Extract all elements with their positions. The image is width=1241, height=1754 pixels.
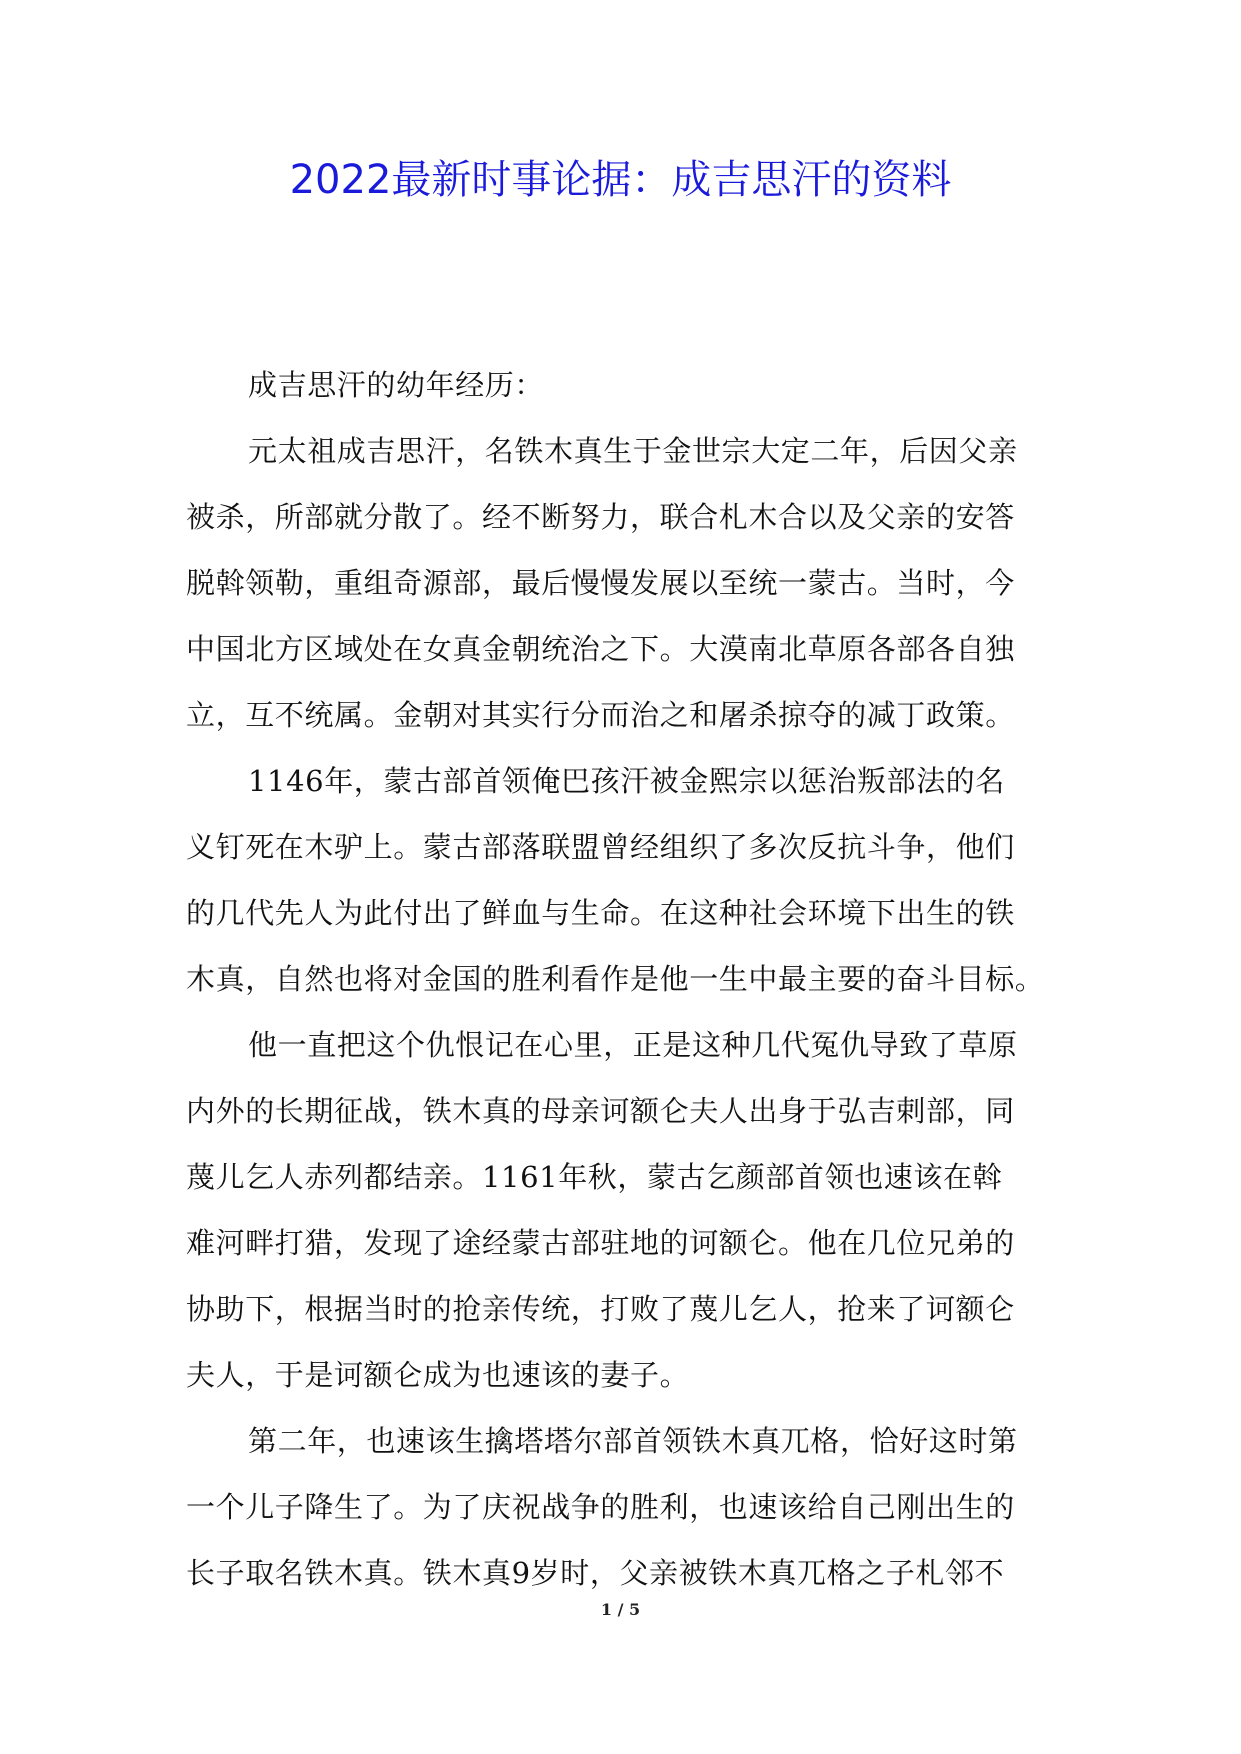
- paragraph-line: 1146年，蒙古部首领俺巴孩汗被金熙宗以惩治叛部法的名: [248, 764, 1006, 798]
- paragraph-line: 难河畔打猎，发现了途经蒙古部驻地的诃额仑。他在几位兄弟的: [186, 1226, 1015, 1260]
- document-body: [186, 352, 1056, 1606]
- page-number: 1 / 5: [600, 1600, 641, 1619]
- paragraph-line: 第二年，也速该生擒塔塔尔部首领铁木真兀格，恰好这时第: [248, 1424, 1018, 1458]
- paragraph-line: 协助下，根据当时的抢亲传统，打败了蔑儿乞人，抢来了诃额仑: [186, 1292, 1015, 1326]
- paragraph-line: 蔑儿乞人赤列都结亲。1161年秋，蒙古乞颜部首领也速该在斡: [186, 1160, 1003, 1194]
- document-title: 2022最新时事论据：成吉思汗的资料: [289, 157, 952, 203]
- paragraph-line: 内外的长期征战，铁木真的母亲诃额仑夫人出身于弘吉剌部，同: [186, 1094, 1015, 1128]
- paragraph-line: 成吉思汗的幼年经历：: [248, 368, 545, 402]
- paragraph-line: 木真，自然也将对金国的胜利看作是他一生中最主要的奋斗目标。: [186, 962, 1045, 996]
- paragraph-line: 夫人，于是诃额仑成为也速该的妻子。: [186, 1358, 690, 1392]
- paragraph-line: 元太祖成吉思汗，名铁木真生于金世宗大定二年，后因父亲: [248, 434, 1018, 468]
- paragraph-line: 脱斡领勒，重组奇源部，最后慢慢发展以至统一蒙古。当时，今: [186, 566, 1015, 600]
- paragraph-line: 长子取名铁木真。铁木真9岁时，父亲被铁木真兀格之子札邻不: [186, 1556, 1005, 1590]
- paragraph-line: 被杀，所部就分散了。经不断努力，联合札木合以及父亲的安答: [186, 500, 1015, 534]
- paragraph-line: 一个儿子降生了。为了庆祝战争的胜利，也速该给自己刚出生的: [186, 1490, 1015, 1524]
- paragraph-line: 他一直把这个仇恨记在心里，正是这种几代冤仇导致了草原: [248, 1028, 1018, 1062]
- paragraph-line: 义钉死在木驴上。蒙古部落联盟曾经组织了多次反抗斗争，他们: [186, 830, 1015, 864]
- paragraph-line: 立，互不统属。金朝对其实行分而治之和屠杀掠夺的减丁政策。: [186, 698, 1015, 732]
- paragraph-line: 中国北方区域处在女真金朝统治之下。大漠南北草原各部各自独: [186, 632, 1015, 666]
- paragraph-line: 的几代先人为此付出了鲜血与生命。在这种社会环境下出生的铁: [186, 896, 1015, 930]
